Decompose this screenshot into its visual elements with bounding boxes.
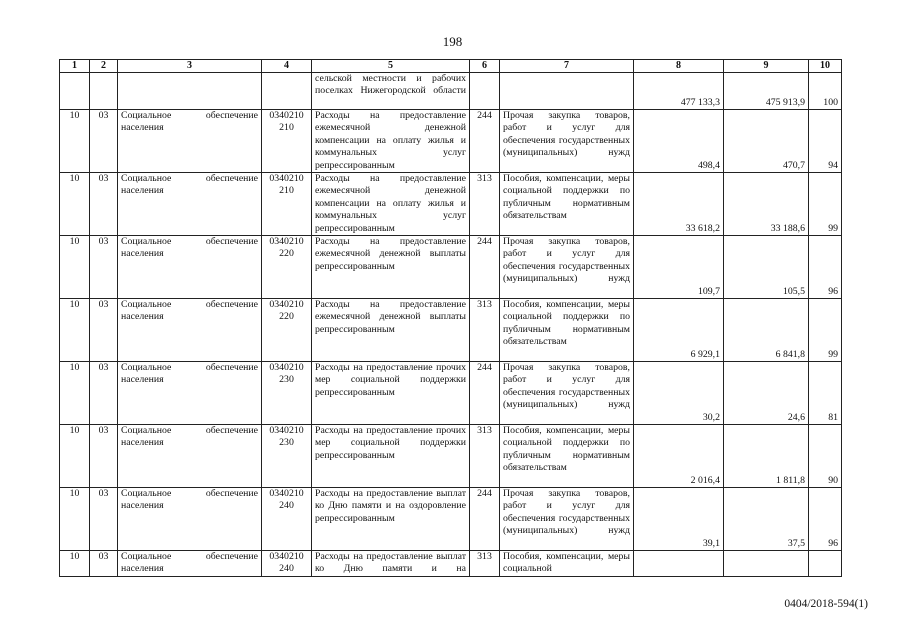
cell-percent: 90: [809, 425, 842, 488]
column-header: 3: [118, 60, 262, 73]
cell-percent: 100: [809, 73, 842, 110]
cell-subsection: 03: [90, 236, 118, 299]
cell-expense-code: 244: [470, 236, 500, 299]
cell-section-name: Социальное обеспечение населения: [118, 110, 262, 173]
page-number: 198: [442, 34, 463, 49]
cell-target-code: 0340210 220: [262, 299, 312, 362]
cell-target-name: Расходы на предоставление ежемесячной денежной выплаты репрессированным: [312, 236, 470, 299]
cell-section-name: Социальное обеспечение населения: [118, 425, 262, 488]
table-row: [60, 425, 842, 488]
table-row: [60, 551, 842, 577]
cell-section: 10: [60, 425, 90, 488]
cell-expense-code: 313: [470, 299, 500, 362]
cell-expense-name: Пособия, компенсации, меры социальной поддержки по публичным нормативным обязательствам: [500, 425, 634, 488]
cell-section: 10: [60, 110, 90, 173]
cell-actual-amount: 24,6: [724, 362, 809, 425]
cell-planned-amount: 477 133,3: [634, 73, 724, 110]
column-header: 1: [60, 60, 90, 73]
cell-section-name: [118, 73, 262, 110]
cell-actual-amount: 37,5: [724, 488, 809, 551]
cell-target-code: [262, 73, 312, 110]
cell-target-code: 0340210 240: [262, 551, 312, 577]
table-header-row: [60, 60, 842, 73]
cell-expense-name: Прочая закупка товаров, работ и услуг для обеспечения государственных (муниципальных) нужд: [500, 488, 634, 551]
cell-planned-amount: 6 929,1: [634, 299, 724, 362]
cell-target-name: Расходы на предоставление прочих мер социальной поддержки репрессированным: [312, 425, 470, 488]
cell-expense-name: Пособия, компенсации, меры социальной: [500, 551, 634, 577]
cell-planned-amount: 33 618,2: [634, 173, 724, 236]
cell-target-name: Расходы на предоставление ежемесячной денежной компенсации на оплату жилья и коммунальных услуг репрессированным: [312, 173, 470, 236]
cell-target-code: 0340210 210: [262, 173, 312, 236]
cell-section-name: Социальное обеспечение населения: [118, 173, 262, 236]
cell-actual-amount: 33 188,6: [724, 173, 809, 236]
cell-section-name: Социальное обеспечение населения: [118, 488, 262, 551]
cell-subsection: 03: [90, 110, 118, 173]
cell-percent: 81: [809, 362, 842, 425]
cell-section: 10: [60, 551, 90, 577]
column-header: 6: [470, 60, 500, 73]
column-header: 2: [90, 60, 118, 73]
cell-target-name: Расходы на предоставление ежемесячной денежной выплаты репрессированным: [312, 299, 470, 362]
table-row: [60, 110, 842, 173]
cell-actual-amount: 1 811,8: [724, 425, 809, 488]
cell-percent: 96: [809, 488, 842, 551]
cell-section: 10: [60, 362, 90, 425]
cell-planned-amount: 39,1: [634, 488, 724, 551]
cell-subsection: 03: [90, 173, 118, 236]
cell-actual-amount: 475 913,9: [724, 73, 809, 110]
cell-target-code: 0340210 230: [262, 362, 312, 425]
table-row: [60, 236, 842, 299]
cell-target-code: 0340210 220: [262, 236, 312, 299]
cell-planned-amount: [634, 551, 724, 577]
cell-subsection: 03: [90, 551, 118, 577]
cell-target-code: 0340210 240: [262, 488, 312, 551]
cell-percent: 96: [809, 236, 842, 299]
column-header: 10: [809, 60, 842, 73]
cell-actual-amount: 470,7: [724, 110, 809, 173]
cell-percent: 99: [809, 299, 842, 362]
cell-planned-amount: 2 016,4: [634, 425, 724, 488]
cell-section-name: Социальное обеспечение населения: [118, 362, 262, 425]
cell-section: 10: [60, 299, 90, 362]
cell-section: [60, 73, 90, 110]
table-row: [60, 362, 842, 425]
budget-table: [59, 59, 842, 577]
cell-target-code: 0340210 230: [262, 425, 312, 488]
column-header: 9: [724, 60, 809, 73]
cell-expense-name: Пособия, компенсации, меры социальной поддержки по публичным нормативным обязательствам: [500, 299, 634, 362]
cell-expense-code: 313: [470, 173, 500, 236]
cell-expense-code: 244: [470, 362, 500, 425]
cell-expense-code: [470, 73, 500, 110]
cell-subsection: 03: [90, 362, 118, 425]
cell-expense-code: 244: [470, 110, 500, 173]
cell-subsection: 03: [90, 299, 118, 362]
cell-actual-amount: 105,5: [724, 236, 809, 299]
column-header: 8: [634, 60, 724, 73]
cell-percent: 94: [809, 110, 842, 173]
table-row: [60, 173, 842, 236]
cell-planned-amount: 30,2: [634, 362, 724, 425]
cell-target-name: Расходы на предоставление ежемесячной денежной компенсации на оплату жилья и коммунальных услуг репрессированным: [312, 110, 470, 173]
cell-target-code: 0340210 210: [262, 110, 312, 173]
cell-expense-name: Пособия, компенсации, меры социальной поддержки по публичным нормативным обязательствам: [500, 173, 634, 236]
document-code: 0404/2018-594(1): [784, 598, 868, 610]
cell-planned-amount: 109,7: [634, 236, 724, 299]
cell-section-name: Социальное обеспечение населения: [118, 551, 262, 577]
cell-section: 10: [60, 173, 90, 236]
cell-expense-name: [500, 73, 634, 110]
cell-target-name: Расходы на предоставление прочих мер социальной поддержки репрессированным: [312, 362, 470, 425]
cell-section: 10: [60, 488, 90, 551]
cell-actual-amount: [724, 551, 809, 577]
cell-subsection: 03: [90, 425, 118, 488]
column-header: 5: [312, 60, 470, 73]
table-row: [60, 299, 842, 362]
cell-percent: [809, 551, 842, 577]
cell-expense-name: Прочая закупка товаров, работ и услуг для обеспечения государственных (муниципальных) нужд: [500, 362, 634, 425]
column-header: 4: [262, 60, 312, 73]
table-row: [60, 488, 842, 551]
column-header: 7: [500, 60, 634, 73]
cell-target-name: Расходы на предоставление выплат ко Дню памяти и на оздоровление репрессированным: [312, 488, 470, 551]
cell-subsection: 03: [90, 488, 118, 551]
cell-expense-name: Прочая закупка товаров, работ и услуг для обеспечения государственных (муниципальных) нужд: [500, 236, 634, 299]
cell-target-name: Расходы на предоставление выплат ко Дню памяти и на: [312, 551, 470, 577]
cell-planned-amount: 498,4: [634, 110, 724, 173]
cell-expense-code: 313: [470, 551, 500, 577]
cell-actual-amount: 6 841,8: [724, 299, 809, 362]
cell-subsection: [90, 73, 118, 110]
cell-expense-name: Прочая закупка товаров, работ и услуг для обеспечения государственных (муниципальных) нужд: [500, 110, 634, 173]
cell-section-name: Социальное обеспечение населения: [118, 236, 262, 299]
cell-target-name: сельской местности и рабочих поселках Нижегородской области: [312, 73, 470, 110]
table-row: [60, 73, 842, 110]
cell-section-name: Социальное обеспечение населения: [118, 299, 262, 362]
cell-percent: 99: [809, 173, 842, 236]
cell-expense-code: 244: [470, 488, 500, 551]
cell-section: 10: [60, 236, 90, 299]
table-body: [60, 73, 842, 577]
cell-expense-code: 313: [470, 425, 500, 488]
